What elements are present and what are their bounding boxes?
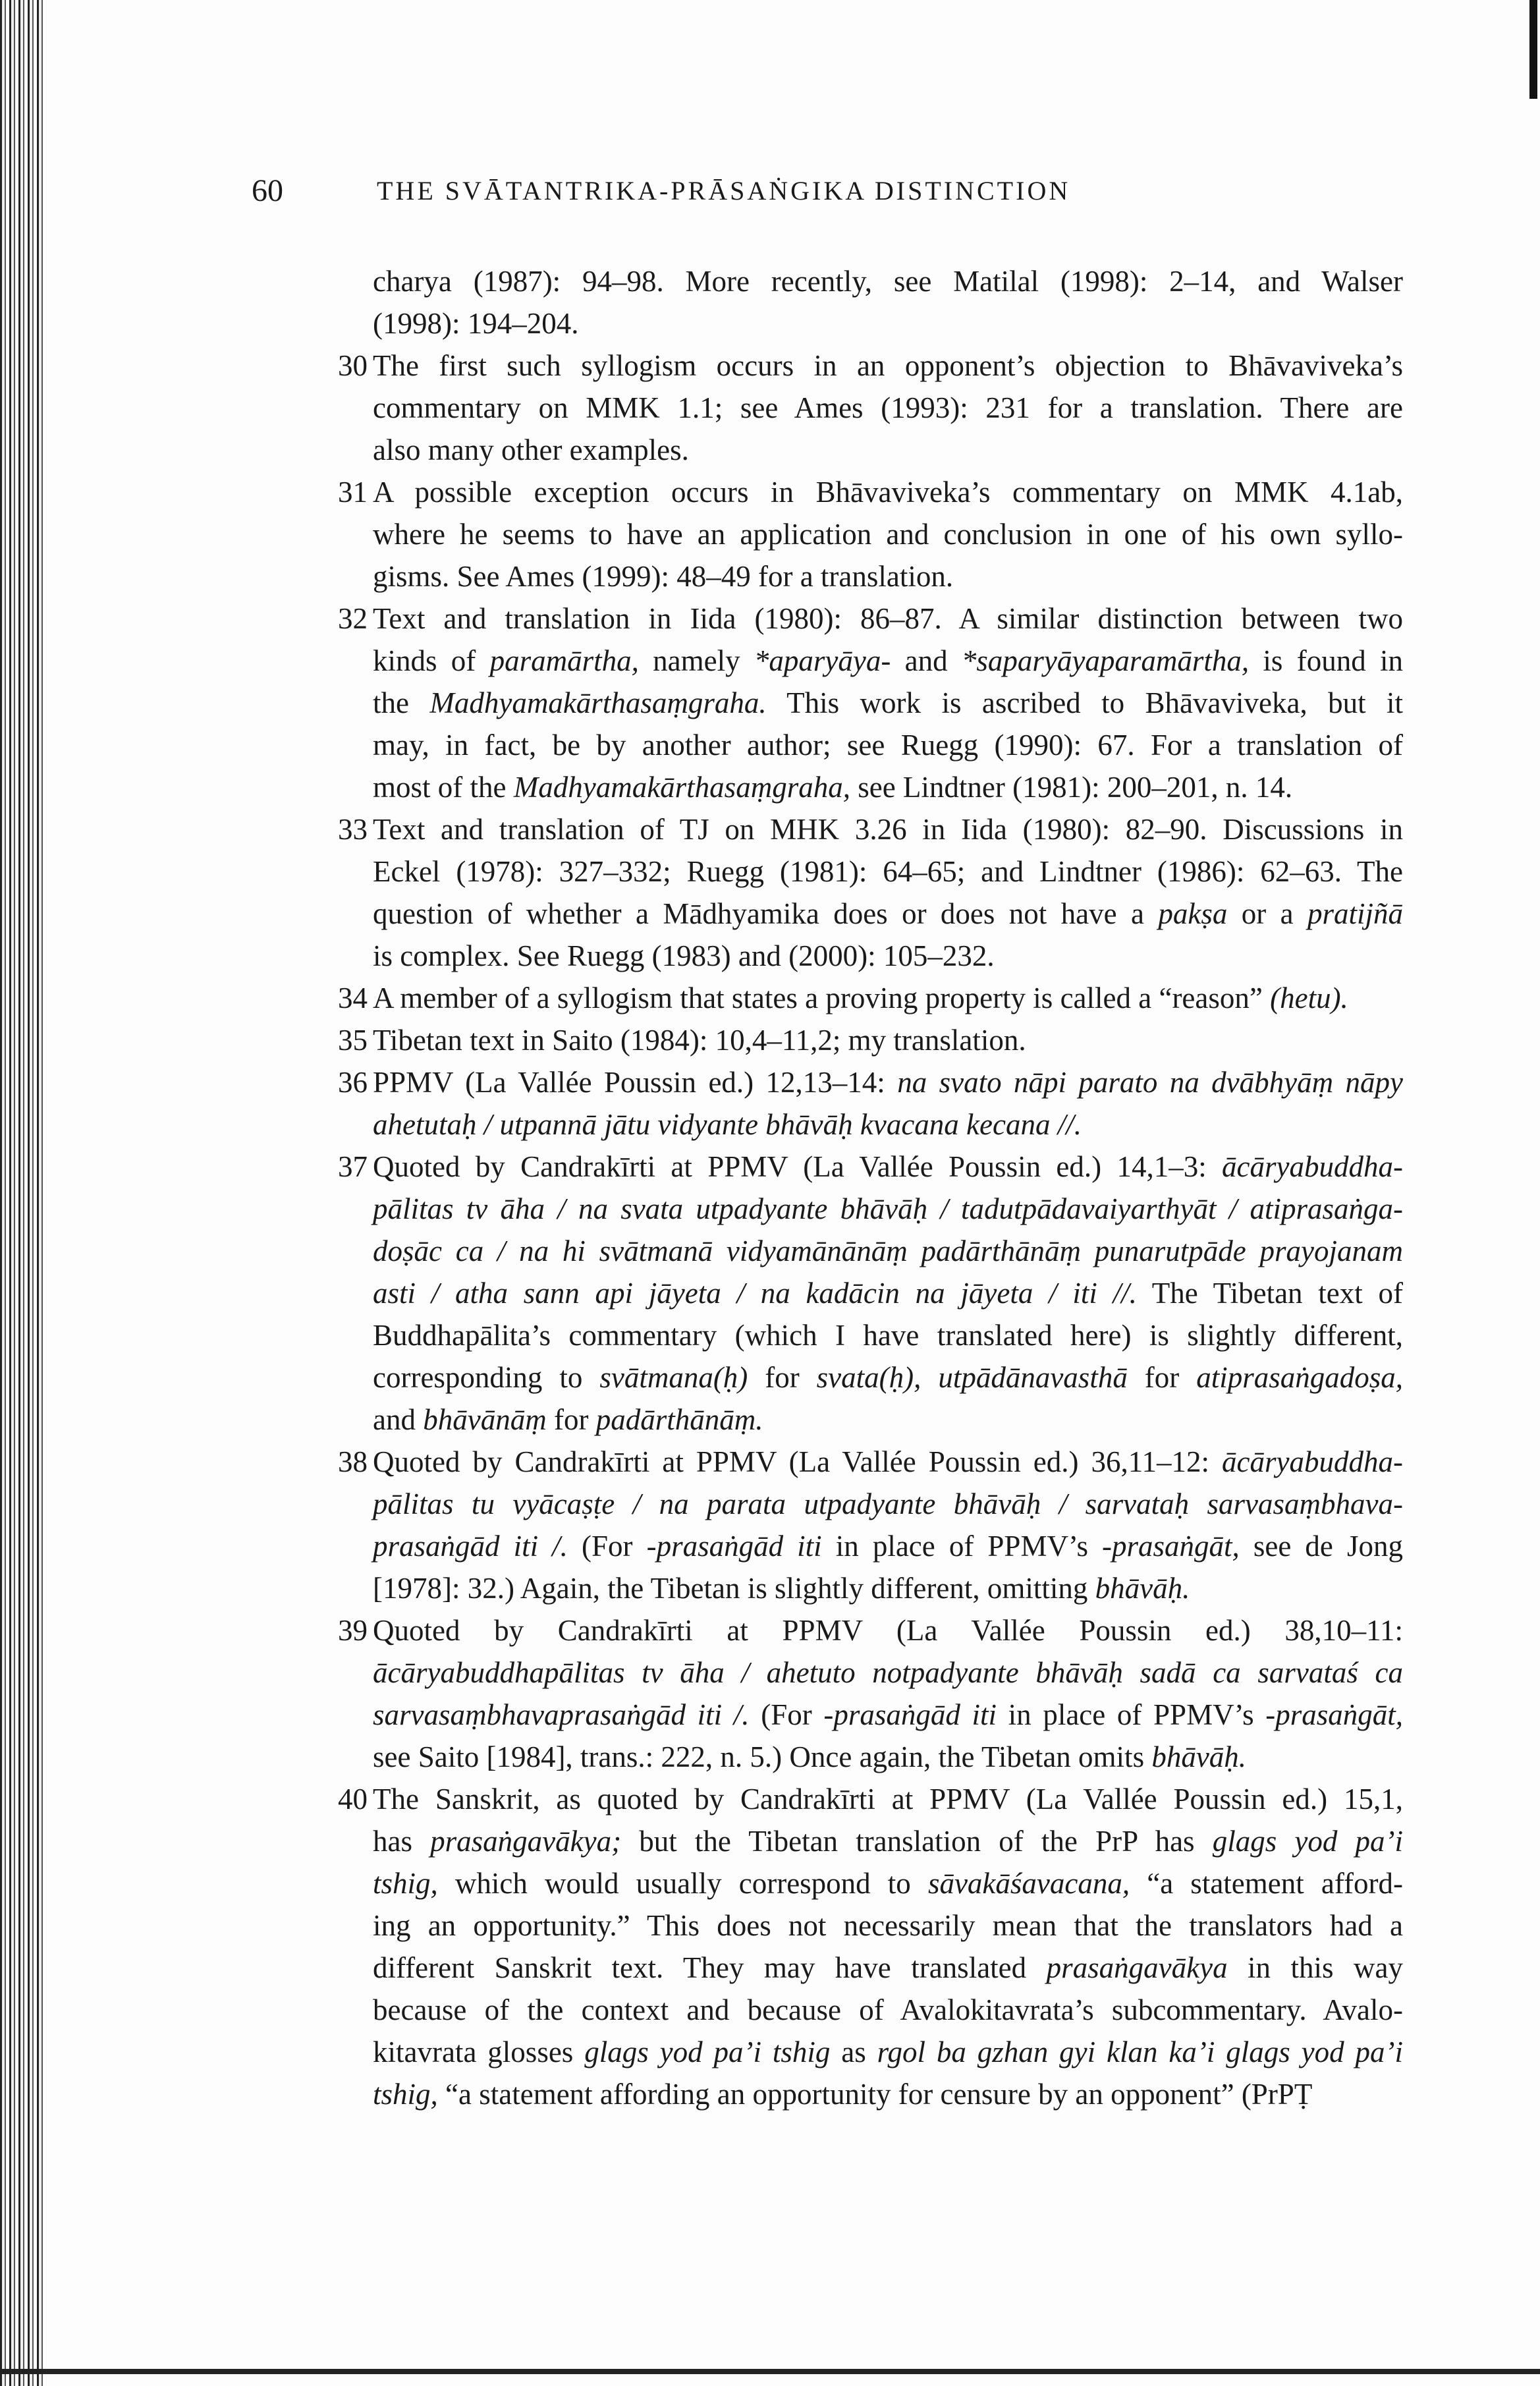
text: commentary on MMK 1.1; see Ames (1993): 231 for a translation. There are	[373, 391, 1403, 424]
italic-text: pratijñā	[1307, 897, 1403, 930]
note-line	[373, 1019, 1403, 1061]
italic-text: prasaṅgavākya;	[430, 1825, 622, 1858]
text: also many other examples.	[373, 433, 689, 466]
italic-text: bhāvāḥ.	[1151, 1740, 1247, 1773]
text: kitavrata glosses	[373, 2036, 585, 2068]
text: kinds of	[373, 644, 490, 677]
text: charya (1987): 94–98. More recently, see Matilal (1998): 2–14, and Walser	[373, 265, 1403, 298]
italic-text: svata(ḥ), utpādānavasthā	[816, 1361, 1128, 1394]
text: for	[546, 1403, 596, 1436]
note-line	[373, 1061, 1403, 1103]
note-line	[373, 1904, 1403, 1947]
text: see Saito [1984], trans.: 222, n. 5.) Once again, the Tibetan omits	[373, 1740, 1152, 1773]
italic-text: Madhyamakārthasaṃgraha.	[429, 686, 767, 719]
text: for	[1127, 1361, 1197, 1394]
italic-text: *saparyāyaparamārtha,	[961, 644, 1250, 677]
note-line	[373, 2031, 1403, 2073]
endnote	[338, 1019, 1403, 1061]
note-line	[373, 429, 1403, 471]
endnote	[338, 597, 1403, 808]
italic-text: Madhyamakārthasaṃgraha,	[513, 771, 850, 804]
note-line	[373, 1399, 1403, 1441]
note-line	[373, 387, 1403, 429]
note-line	[373, 1862, 1403, 1904]
italic-text: pakṣa	[1158, 897, 1228, 930]
italic-text: -prasaṅgāt,	[1102, 1530, 1240, 1563]
text: gisms. See Ames (1999): 48–49 for a translation.	[373, 560, 954, 593]
note-line	[373, 1356, 1403, 1399]
note-number: 37	[338, 1150, 368, 1183]
italic-text: -prasaṅgād iti	[646, 1530, 822, 1563]
text: is complex. See Ruegg (1983) and (2000): 105–232.	[373, 939, 995, 972]
text: is found in	[1249, 644, 1403, 677]
text: as	[830, 2036, 877, 2068]
text: The Tibetan text of	[1136, 1277, 1403, 1310]
note-line	[373, 1989, 1403, 2031]
text: (1998): 194–204.	[373, 307, 579, 340]
note-number: 32	[338, 602, 368, 635]
italic-text: ahetutaḥ / utpannā jātu vidyante bhāvāḥ kvacana kecana //.	[373, 1108, 1082, 1141]
italic-text: ācāryabuddhapālitas tv āha / ahetuto notpadyante bhāvāḥ sadā ca sarvataś ca	[373, 1656, 1403, 1689]
endnote	[338, 1609, 1404, 1778]
italic-text: atiprasaṅgadoṣa,	[1196, 1361, 1403, 1394]
note-line	[373, 1272, 1403, 1314]
text: most of the	[373, 771, 514, 804]
text: “a statement afford-	[1130, 1867, 1403, 1900]
note-line	[373, 766, 1403, 808]
text: but the Tibetan translation of the PrP has	[621, 1825, 1213, 1858]
italic-text: svātmana(ḥ)	[599, 1361, 748, 1394]
note-line	[373, 808, 1403, 850]
note-line	[373, 1146, 1403, 1188]
note-line	[373, 471, 1403, 513]
text: in this way	[1227, 1951, 1403, 1984]
note-line	[373, 1947, 1403, 1989]
italic-text: bhāvānāṃ	[423, 1403, 547, 1436]
note-number: 40	[338, 1783, 368, 1816]
running-head: THE SVĀTANTRIKA-PRĀSAṄGIKA DISTINCTION	[377, 176, 1071, 206]
note-line	[373, 977, 1403, 1019]
text: in place of PPMV’s	[821, 1530, 1103, 1563]
text: This work is ascribed to Bhāvaviveka, but it	[766, 686, 1403, 719]
endnotes	[338, 260, 1404, 2115]
endnote	[338, 1778, 1403, 2115]
note-line	[373, 640, 1403, 682]
scan-bottom-edge	[0, 2369, 1540, 2374]
note-line	[373, 935, 1403, 977]
text: and	[373, 1403, 424, 1436]
note-number: 36	[338, 1066, 368, 1099]
italic-text: pālitas tv āha / na svata utpadyante bhāvāḥ / tadutpādavaiyarthyāt / atiprasaṅga-	[373, 1192, 1403, 1225]
italic-text: pālitas tu vyācaṣṭe / na parata utpadyante bhāvāḥ / sarvataḥ sarvasaṃbhava-	[373, 1487, 1403, 1520]
endnote	[338, 1061, 1403, 1146]
text: or a	[1227, 897, 1307, 930]
italic-text: padārthānāṃ.	[595, 1403, 763, 1436]
endnote	[338, 345, 1403, 471]
endnote	[338, 471, 1403, 597]
scan-binding-edge	[0, 0, 46, 2386]
text: question of whether a Mādhyamika does or does not have a	[373, 897, 1159, 930]
italic-text: bhāvāḥ.	[1095, 1572, 1190, 1605]
text: see Lindtner (1981): 200–201, n. 14.	[850, 771, 1293, 804]
italic-text: rgol ba gzhan gyi klan ka’i glags yod pa’i	[877, 2036, 1403, 2068]
endnote	[338, 977, 1403, 1019]
italic-text: glags yod pa’i tshig	[584, 2036, 831, 2068]
italic-text: tshig,	[373, 1867, 438, 1900]
italic-text: asti / atha sann api jāyeta / na kadācin na jāyeta / iti //.	[373, 1277, 1137, 1310]
note-line	[373, 1525, 1403, 1567]
note-line	[373, 1736, 1403, 1778]
italic-text: paramārtha,	[489, 644, 639, 677]
endnote	[373, 260, 1403, 345]
endnote	[338, 808, 1403, 977]
text: The first such syllogism occurs in an opponent’s objection to Bhāvaviveka’s	[373, 349, 1403, 382]
italic-text: -prasaṅgād iti	[823, 1698, 997, 1731]
note-number: 34	[338, 982, 368, 1014]
page-number: 60	[252, 173, 283, 208]
note-line	[373, 850, 1403, 893]
text: different Sanskrit text. They may have translated	[373, 1951, 1047, 1984]
note-line	[373, 555, 1403, 597]
note-number: 35	[338, 1024, 368, 1057]
note-line	[373, 1609, 1403, 1651]
text: because of the context and because of Avalokitavrata’s subcommentary. Avalo-	[373, 1993, 1403, 2026]
text: where he seems to have an application and conclusion in one of his own syllo-	[373, 518, 1403, 551]
italic-text: sāvakāśavacana,	[927, 1867, 1130, 1900]
note-number: 33	[338, 813, 368, 846]
note-line	[373, 345, 1403, 387]
text: Eckel (1978): 327–332; Ruegg (1981): 64–65; and Lindtner (1986): 62–63. The	[373, 855, 1403, 888]
note-line	[373, 1567, 1403, 1609]
text: the	[373, 686, 430, 719]
note-line	[373, 1188, 1403, 1230]
text: in place of PPMV’s	[997, 1698, 1266, 1731]
note-line	[373, 1694, 1403, 1736]
note-line	[373, 1314, 1403, 1356]
text: Text and translation in Iida (1980): 86–87. A similar distinction between two	[373, 602, 1403, 635]
text: Tibetan text in Saito (1984): 10,4–11,2; my translation.	[373, 1024, 1026, 1057]
text: Text and translation of TJ on MHK 3.26 in Iida (1980): 82–90. Discussions in	[373, 813, 1403, 846]
note-line	[373, 1778, 1403, 1820]
text: Quoted by Candrakīrti at PPMV (La Vallée Poussin ed.) 36,11–12:	[373, 1445, 1223, 1478]
text: A possible exception occurs in Bhāvaviveka’s commentary on MMK 4.1ab,	[373, 476, 1403, 509]
italic-text: prasaṅgād iti /.	[373, 1530, 568, 1563]
text: Buddhapālita’s commentary (which I have translated here) is slightly different,	[373, 1319, 1403, 1352]
note-line	[373, 260, 1403, 302]
text: namely	[638, 644, 754, 677]
text: ing an opportunity.” This does not necessarily mean that the translators had a	[373, 1909, 1403, 1942]
italic-text: tshig,	[373, 2078, 438, 2111]
note-line	[373, 1230, 1403, 1272]
note-line	[373, 724, 1403, 766]
text: Quoted by Candrakīrti at PPMV (La Vallée Poussin ed.) 14,1–3:	[373, 1150, 1223, 1183]
note-number: 31	[338, 476, 368, 509]
note-line	[373, 1441, 1403, 1483]
italic-text: -prasaṅgāt,	[1265, 1698, 1404, 1731]
endnote	[338, 1146, 1403, 1441]
text: (For	[567, 1530, 647, 1563]
text: may, in fact, be by another author; see Ruegg (1990): 67. For a translation of	[373, 729, 1403, 762]
text: A member of a syllogism that states a proving property is called a “reason”	[373, 982, 1271, 1014]
note-line	[373, 513, 1403, 555]
note-line	[373, 1483, 1403, 1525]
note-number: 39	[338, 1614, 368, 1647]
italic-text: sarvasaṃbhavaprasaṅgād iti /.	[373, 1698, 750, 1731]
note-line	[373, 1103, 1403, 1146]
text: “a statement affording an opportunity for censure by an opponent” (PrPṬ	[437, 2078, 1313, 2111]
text: which would usually correspond to	[437, 1867, 928, 1900]
text: PPMV (La Vallée Poussin ed.) 12,13–14:	[373, 1066, 898, 1099]
note-line	[373, 1820, 1403, 1862]
text: see de Jong	[1239, 1530, 1403, 1563]
note-line	[373, 597, 1403, 640]
text: Quoted by Candrakīrti at PPMV (La Vallée Poussin ed.) 38,10–11:	[373, 1614, 1403, 1647]
italic-text: glags yod pa’i	[1212, 1825, 1403, 1858]
endnote	[338, 1441, 1403, 1609]
note-number: 30	[338, 349, 368, 382]
italic-text: ācāryabuddha-	[1222, 1445, 1403, 1478]
page-header	[0, 173, 1540, 212]
text: The Sanskrit, as quoted by Candrakīrti at PPMV (La Vallée Poussin ed.) 15,1,	[373, 1783, 1403, 1816]
scan-corner-mark	[1529, 0, 1537, 99]
note-line	[373, 1651, 1403, 1694]
italic-text: (hetu).	[1270, 982, 1348, 1014]
italic-text: na svato nāpi parato na dvābhyāṃ nāpy	[897, 1066, 1403, 1099]
note-line	[373, 893, 1403, 935]
text: corresponding to	[373, 1361, 600, 1394]
note-line	[373, 302, 1403, 345]
italic-text: ācāryabuddha-	[1222, 1150, 1403, 1183]
text: and	[891, 644, 962, 677]
text: for	[748, 1361, 817, 1394]
note-line	[373, 682, 1403, 724]
text: has	[373, 1825, 431, 1858]
note-number: 38	[338, 1445, 368, 1478]
italic-text: *aparyāya-	[754, 644, 891, 677]
text: [1978]: 32.) Again, the Tibetan is slightly different, omitting	[373, 1572, 1095, 1605]
italic-text: prasaṅgavākya	[1046, 1951, 1228, 1984]
italic-text: doṣāc ca / na hi svātmanā vidyamānānāṃ padārthānāṃ punarutpāde prayojanam	[373, 1235, 1403, 1267]
text: (For	[749, 1698, 824, 1731]
note-line	[373, 2073, 1403, 2115]
